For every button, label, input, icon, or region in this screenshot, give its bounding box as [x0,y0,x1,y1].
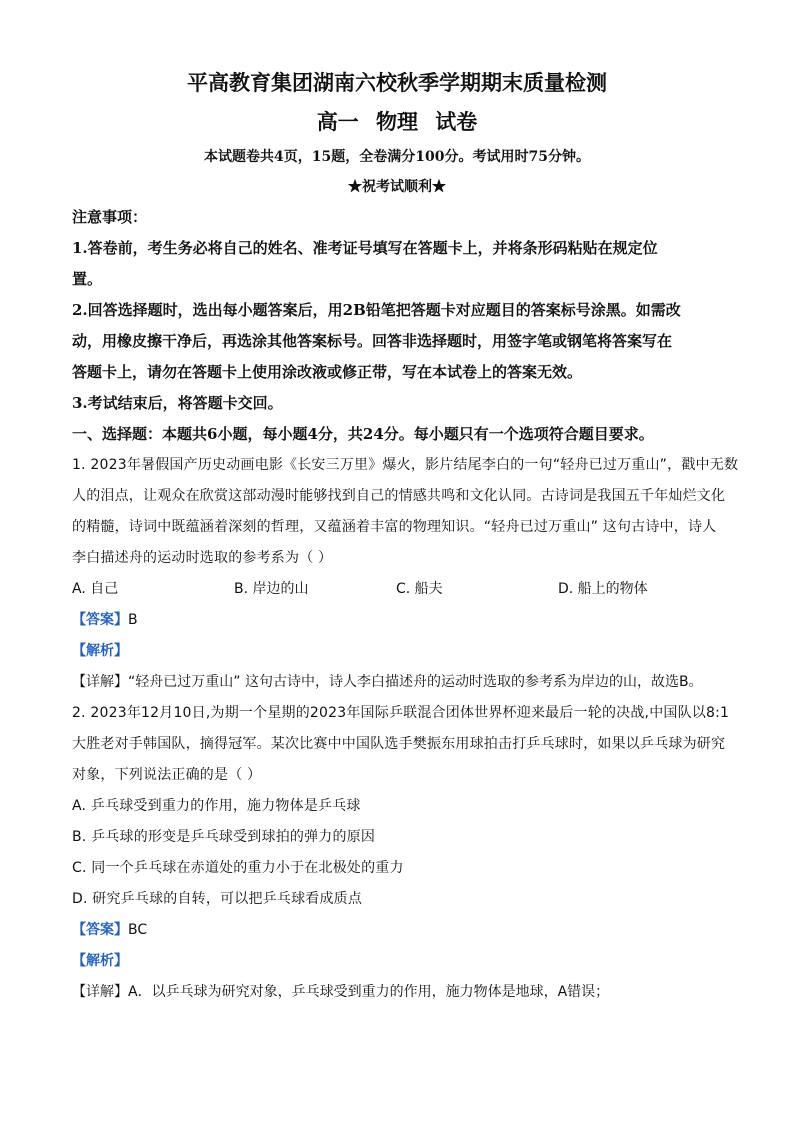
exam-info: 本试题卷共4页，15题，全卷满分100分。考试用时75分钟。 [204,149,590,165]
q2-option-b: B. 乒乓球的形变是乒乓球受到球拍的弹力的原因 [72,829,376,845]
q1-options [72,574,722,605]
blessing-line: ★祝考试顺利★ [348,179,446,195]
q2-answer [72,915,722,946]
q2-answer-value: BC [128,922,148,938]
q2-stem-line-3: 对象，下列说法正确的是（ ） [72,767,262,783]
note-2-line-3: 答题卡上，请勿在答题卡上使用涂改液或修正带，写在本试卷上的答案无效。 [72,363,583,381]
note-2-line-1: 2.回答选择题时，选出每小题答案后，用2B铅笔把答题卡对应题目的答案标号涂黑。如需改 [72,301,681,319]
q2-analysis [72,946,722,977]
analysis-tag: 【解析】 [72,953,128,969]
analysis-tag: 【解析】 [72,643,128,659]
q1-answer [72,605,722,636]
exam-subtitle: 高一 物理 试卷 [316,109,478,134]
note-2-line-2: 动，用橡皮擦干净后，再选涂其他答案标号。回答非选择题时，用签字笔或钢笔将答案写在 [72,332,673,350]
q1-option-b: B. 岸边的山 [234,581,309,597]
note-1-line-2: 置。 [72,270,103,288]
note-3-line-1: 3.考试结束后，将答题卡交回。 [72,394,283,412]
q1-stem-line-3: 的精髓，诗词中既蕴涵着深刻的哲理，又蕴涵着丰富的物理知识。“轻舟已过万重山” 这句古诗中，诗人 [72,519,717,535]
answer-tag: 【答案】 [72,922,128,938]
notes-heading: 注意事项： [72,208,148,226]
q2-detail-text: A．以乒乓球为研究对象，乒乓球受到重力的作用，施力物体是地球，A错误； [128,984,610,1000]
q1-option-c: C. 船夫 [396,581,443,597]
exam-title: 平高教育集团湖南六校秋季学期期末质量检测 [187,70,607,95]
q1-stem-line-4: 李白描述舟的运动时选取的参考系为（ ） [72,550,333,566]
q1-analysis [72,636,722,667]
q2-stem-line-2: 大胜老对手韩国队，摘得冠军。某次比赛中中国队选手樊振东用球拍击打乒乓球时，如果以乒乓球为研究 [72,736,726,752]
q2-stem-line-1: 2. 2023年12月10日,为期一个星期的2023年国际乒联混合团体世界杯迎来最后一轮的决战,中国队以8:1 [72,705,730,721]
exam-page [72,64,739,1008]
q1-stem-line-2: 人的泪点，让观众在欣赏这部动漫时能够找到自己的情感共鸣和文化认同。古诗词是我国五千年灿烂文化 [72,488,726,504]
q1-option-d: D. 船上的物体 [558,581,648,597]
q1-detail [72,667,722,698]
q1-detail-text: “轻舟已过万重山” 这句古诗中，诗人李白描述舟的运动时选取的参考系为岸边的山，故选B。 [128,674,703,690]
q2-option-c: C. 同一个乒乓球在赤道处的重力小于在北极处的重力 [72,860,404,876]
q1-answer-value: B [128,612,138,628]
q2-option-a: A. 乒乓球受到重力的作用，施力物体是乒乓球 [72,798,361,814]
note-1-line-1: 1.答卷前，考生务必将自己的姓名、准考证号填写在答题卡上，并将条形码粘贴在规定位 [72,239,658,257]
answer-tag: 【答案】 [72,612,128,628]
detail-tag: 【详解】 [72,674,128,690]
section-1-heading: 一、选择题：本题共6小题，每小题4分，共24分。每小题只有一个选项符合题目要求。 [72,425,654,443]
q1-stem-line-1: 1. 2023年暑假国产历史动画电影《长安三万里》爆火，影片结尾李白的一句“轻舟已过万重山”，戳中无数 [72,457,739,473]
detail-tag: 【详解】 [72,984,128,1000]
q2-detail [72,977,722,1008]
q2-option-d: D. 研究乒乓球的自转，可以把乒乓球看成质点 [72,891,363,907]
q1-option-a: A. 自己 [72,581,119,597]
